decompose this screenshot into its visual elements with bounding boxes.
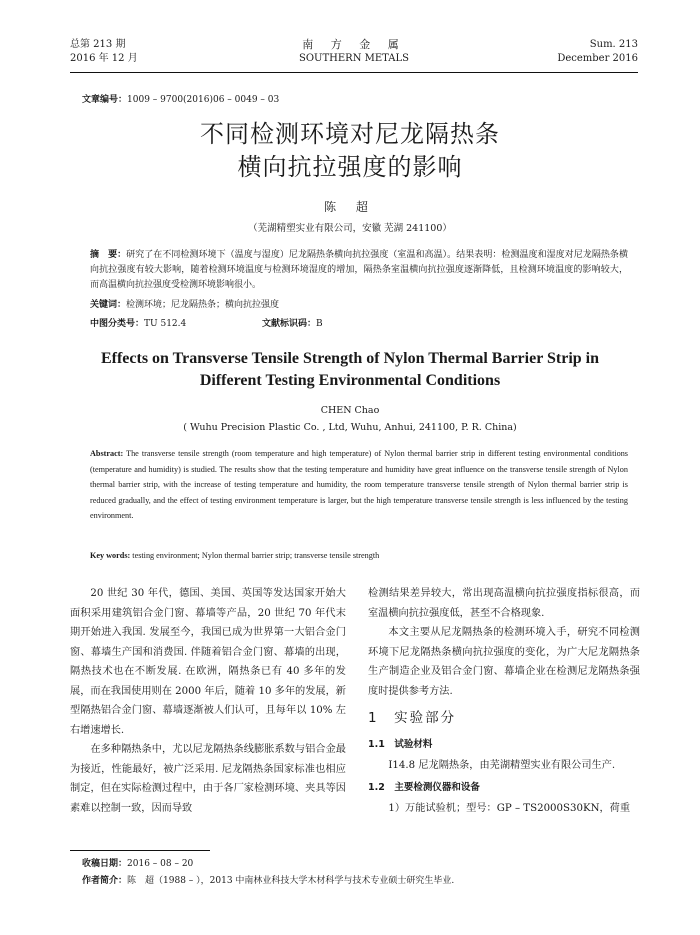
title-cn-line2: 横向抗拉强度的影响: [237, 153, 463, 181]
title-en-line1: Effects on Transverse Tensile Strength of Nylon Thermal Barrier Strip in: [100, 350, 600, 367]
abstract-cn-text: 研究了在不同检测环境下（温度与湿度）尼龙隔热条横向抗拉强度（室温和高温）。结果表明：检测温度和湿度对尼龙隔热条横向抗拉强度有较大影响，随着检测环境温度与检测环境湿度的增加，隔热条室温横向抗拉强度逐渐降低，且检测环境温度的影响较大，而高温横向抗拉强度受检测环境影响很小。: [90, 250, 628, 290]
clc-number: [90, 316, 186, 329]
abstract-en-text: The transverse tensile strength (room temperature and high temperature) of Nylon thermal barrier strip in different testing environmental conditions (temperature and humidity) is studied. The results show that the testing temperature and humidity have great influence on the transverse tensile strength of Nylon thermal barrier strip, with the increase of testing temperature and humidity, the room temperature transverse tensile strength of Nylon thermal barrier strip is reduced gradually, and the effect of testing environment temperature is larger, but the high temperature transverse tensile strength is less influenced by the testing environment.: [90, 449, 628, 520]
section-heading-1: 1 实验部分: [368, 710, 457, 726]
keywords-cn-label: 关键词：: [90, 300, 127, 310]
journal-name-cn: 南 方 金 属: [302, 38, 406, 51]
keywords-en-label: Key words:: [90, 551, 131, 560]
footnote-divider: [70, 850, 210, 851]
running-header: [70, 38, 638, 70]
issue-sum-en: Sum. 213: [589, 39, 638, 50]
article-number-value: 1009 – 9700(2016)06 – 0049 – 03: [127, 95, 280, 105]
title-en: [60, 348, 640, 392]
body-paragraph: I14.8 尼龙隔热条，由芜湖精塑实业有限公司生产.: [388, 760, 616, 771]
author-cn: 陈 超: [324, 200, 376, 214]
affiliation-en: ( Wuhu Precision Plastic Co. , Ltd, Wuhu, Anhui, 241100, P. R. China): [183, 422, 517, 433]
title-en-line2: Different Testing Environmental Conditions: [199, 372, 501, 389]
document-code-label: 文献标识码：: [262, 319, 317, 329]
received-date-label: 收稿日期：: [82, 859, 128, 869]
issue-sum-cn: 总第 213 期: [70, 39, 126, 50]
journal-name: [70, 38, 638, 66]
header-divider: [70, 72, 638, 73]
title-cn-line1: 不同检测环境对尼龙隔热条: [200, 120, 500, 148]
abstract-en-label: Abstract:: [90, 449, 124, 458]
author-bio-label: 作者简介：: [82, 876, 128, 886]
subsection-heading-1-2: 1.2 主要检测仪器和设备: [368, 781, 480, 793]
clc-label: 中图分类号：: [90, 319, 145, 329]
document-code: [262, 316, 323, 329]
keywords-cn: [90, 298, 628, 313]
author-bio: [82, 873, 454, 890]
affiliation-cn: （芜湖精塑实业有限公司，安徽 芜湖 241100）: [248, 223, 452, 234]
abstract-en: [90, 446, 628, 524]
body-paragraph: 20 世纪 30 年代，德国、美国、英国等发达国家开始大面积采用建筑铝合金门窗、幕墙等产品，20 世纪 70 年代末期开始进入我国. 发展至今，我国已成为世界第一大铝合金门窗、幕墙生产国和消费国. 伴随着铝合金门窗、幕墙的出现，隔热技术也在不断发展. 在欧洲，隔热条已有 40 多年的发展，而在我国使用则在 2000 年后，随着 10 多年的发展，新型隔热铝合金门窗、幕墙逐渐被人们认可，且每年以 10% 左右增速增长.: [70, 588, 346, 736]
subsection-heading-1-1: 1.1 试验材料: [368, 738, 433, 750]
keywords-cn-text: 检测环境；尼龙隔热条；横向抗拉强度: [126, 300, 280, 310]
body-paragraph: 在多种隔热条中，尤以尼龙隔热条线膨胀系数与铝合金最为接近，性能最好，被广泛采用. 尼龙隔热条国家标准也相应制定，但在实际检测过程中，由于各厂家检测环境、夹具等因素难以控制一致，因而导致: [70, 744, 346, 814]
body-paragraph: 本文主要从尼龙隔热条的检测环境入手，研究不同检测环境下尼龙隔热条横向抗拉强度的变化，为广大尼龙隔热条生产制造企业及铝合金门窗、幕墙企业在检测尼龙隔热条强度时提供参考方法.: [368, 627, 640, 697]
body-column-right: [368, 584, 640, 819]
body-column-left: [70, 584, 346, 818]
author-bio-value: 陈 超（1988 – ），2013 中南林业科技大学木材科学与技术专业硕士研究生毕业.: [127, 876, 455, 886]
received-date-value: 2016 – 08 – 20: [127, 859, 194, 869]
keywords-en-text: testing environment; Nylon thermal barrier strip; transverse tensile strength: [130, 551, 380, 560]
issue-info-right: [557, 38, 638, 66]
footnote: [82, 856, 454, 890]
abstract-cn: [90, 248, 628, 293]
body-paragraph: 检测结果差异较大，常出现高温横向抗拉强度指标很高，而室温横向抗拉强度低，甚至不合格现象.: [368, 588, 640, 619]
author-en: CHEN Chao: [320, 405, 380, 416]
abstract-cn-label: 摘 要：: [90, 250, 127, 260]
journal-name-en: SOUTHERN METALS: [299, 53, 409, 64]
issue-date-cn: 2016 年 12 月: [70, 53, 138, 64]
keywords-en: [90, 548, 628, 563]
document-code-value: B: [316, 319, 323, 329]
article-number-label: 文章编号：: [82, 95, 128, 105]
title-cn: [0, 118, 700, 184]
clc-value: TU 512.4: [144, 319, 187, 329]
article-number: [82, 92, 279, 105]
issue-date-en: December 2016: [557, 53, 638, 64]
received-date: [82, 856, 454, 873]
body-paragraph: 1）万能试验机；型号：GP – TS2000S30KN，荷重: [388, 803, 631, 814]
